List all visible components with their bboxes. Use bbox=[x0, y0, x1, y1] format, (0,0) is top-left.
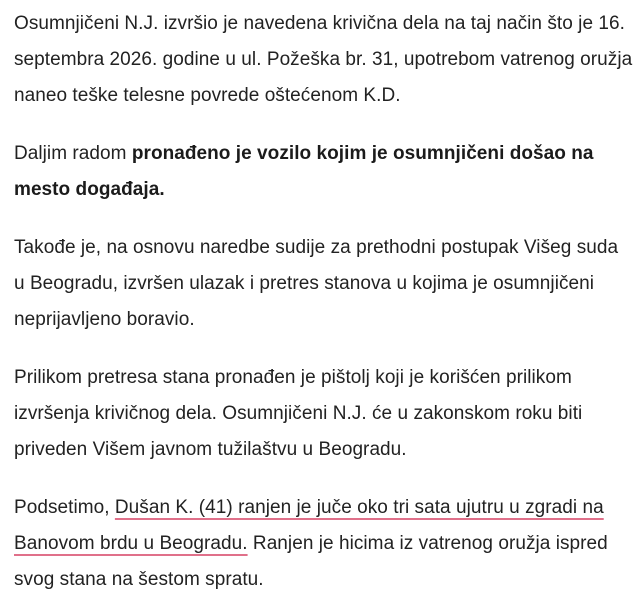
paragraph-weapon-found: Prilikom pretresa stana pronađen je pištolj koji je korišćen prilikom izvršenja krivičnog dela. Osumnjičeni N.J. će u zakonskom roku biti priveden Višem javnom tužilaštvu u Beogradu. bbox=[14, 367, 583, 460]
recap-tail-text: Ranjen je hicima iz vatrenog oružja ispred svog stana na šestom spratu. bbox=[14, 533, 608, 590]
recap-lead-text: Podsetimo, bbox=[14, 497, 115, 518]
paragraph-search-warrant: Takođe je, na osnovu naredbe sudije za prethodni postupak Višeg suda u Beogradu, izvršen ulazak i pretres stanova u kojima je osumnjičeni neprijavljeno boravio. bbox=[14, 237, 619, 330]
paragraph-vehicle bbox=[14, 136, 634, 208]
paragraph-recap bbox=[14, 490, 634, 598]
spellcheck-underlined-text[interactable]: Dušan K. (41) ranjen je juče oko tri sata ujutru u zgradi na Banovom brdu u Beogradu. bbox=[14, 497, 604, 554]
vehicle-bold-text: pronađeno je vozilo kojim je osumnjičeni došao na mesto događaja. bbox=[14, 143, 594, 200]
paragraph-incident: Osumnjičeni N.J. izvršio je navedena krivična dela na taj način što je 16. septembra 2026. godine u ul. Požeška br. 31, upotrebom vatrenog oružja naneo teške telesne povrede oštećenom K.D. bbox=[14, 13, 633, 106]
vehicle-lead-text: Daljim radom bbox=[14, 143, 132, 164]
